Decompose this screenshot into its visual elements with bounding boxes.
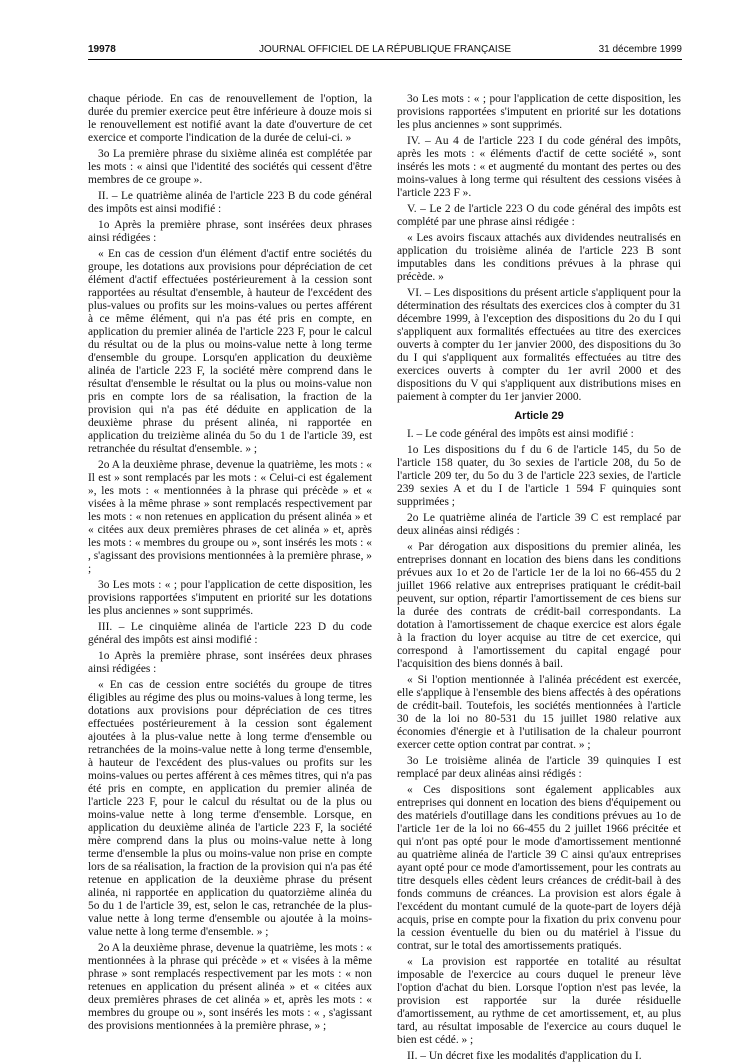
issue-date: 31 décembre 1999 xyxy=(598,44,682,55)
paragraph: « Ces dispositions sont également applicables aux entreprises qui donnent en location des biens d'équipement ou des matériels d'outillage dans les conditions prévues au 1o de l'article 1er de la loi no 66-455 du 2 juillet 1966 précitée et qui n'ont pas opté pour le mode d'amortissement mentionné au quatrième alinéa de l'article 39 C ainsi qu'aux entreprises ayant opté pour ce mode d'amortissement, pour les contrats au titre desquels elles cèdent leurs créances de crédit-bail à des fonds communs de créances. La provision est alors égale à l'excédent du montant cumulé de la quote-part de loyers déjà acquis, prise en compte pour la fixation du prix convenu pour la cession éventuelle du bien ou du matériel à l'issue du contrat, sur le total des amortissements pratiqués. xyxy=(397,784,681,952)
paragraph: 2o A la deuxième phrase, devenue la quatrième, les mots : « Il est » sont remplacés par les mots : « Celui-ci est également », les mots : « mentionnées à la phrase qui précède » et « visées à la même phrase » sont remplacés respectivement par les mots : « non retenues en application du présent alinéa » et « citées aux deux premières phrases de cet alinéa » et, après les mots : « membres du groupe ou », sont insérés les mots : « , s'agissant des provisions mentionnées à la première phrase, » ; xyxy=(88,459,372,575)
page-number: 19978 xyxy=(88,44,116,55)
paragraph: 3o Les mots : « ; pour l'application de cette disposition, les provisions rapportées s'imputent en priorité sur les dotations les plus anciennes » sont supprimés. xyxy=(397,93,681,131)
paragraph: 2o Le quatrième alinéa de l'article 39 C est remplacé par deux alinéas ainsi rédigés : xyxy=(397,512,681,537)
paragraph: 3o La première phrase du sixième alinéa est complétée par les mots : « ainsi que l'identité des sociétés qui cessent d'être membres de ce groupe ». xyxy=(88,148,372,186)
paragraph: « Par dérogation aux dispositions du premier alinéa, les entreprises donnant en location des biens dans les conditions prévues aux 1o et 2o de l'article 1er de la loi no 66-455 du 2 juillet 1966 relative aux entreprises pratiquant le crédit-bail peuvent, sur option, répartir l'amortissement de ces biens sur la durée des contrats de crédit-bail correspondants. La dotation à l'amortissement de chaque exercice est alors égale à la fraction du loyer acquise au titre de cet exercice, qui correspond à l'amortissement du capital engagé pour l'acquisition des biens donnés à bail. xyxy=(397,541,681,670)
paragraph: III. – Le cinquième alinéa de l'article 223 D du code général des impôts est ainsi modifié : xyxy=(88,621,372,646)
paragraph: 1o Après la première phrase, sont insérées deux phrases ainsi rédigées : xyxy=(88,650,372,675)
journal-title: JOURNAL OFFICIEL DE LA RÉPUBLIQUE FRANÇAISE xyxy=(258,44,512,55)
article-heading: Article 29 xyxy=(514,410,564,422)
paragraph: « En cas de cession d'un élément d'actif entre sociétés du groupe, les dotations aux provisions pour dépréciation de cet élément d'actif effectuées postérieurement à la cession sont rapportées au résultat d'ensemble, à hauteur de l'excédent des plus-values ou profits sur les moins-values ou pertes afférent à ce même élément, qui n'a pas été pris en compte, en application du premier alinéa de l'article 223 F, pour le calcul du résultat ou de la plus ou moins-value nette à long terme d'ensemble du groupe. Lorsqu'en application du deuxième alinéa de l'article 223 F, la société mère comprend dans le résultat d'ensemble le résultat ou la plus ou moins-value non pris en compte lors de sa réalisation, la fraction de la provision qui n'a pas été déduite en application de la deuxième phrase du présent alinéa, ni rapportée en application du treizième alinéa du 5o du 1 de l'article 39, est retranchée du résultat d'ensemble. » ; xyxy=(88,248,372,455)
paragraph: II. – Le quatrième alinéa de l'article 223 B du code général des impôts est ainsi modifié : xyxy=(88,190,372,215)
paragraph: 3o Les mots : « ; pour l'application de cette disposition, les provisions rapportées s'imputent en priorité sur les dotations les plus anciennes » sont supprimés. xyxy=(88,579,372,617)
paragraph: VI. – Les dispositions du présent article s'appliquent pour la détermination des résultats des exercices clos à compter du 31 décembre 1999, à l'exception des dispositions du 2o du I qui s'appliquent aux formalités effectuées au titre des exercices ouverts à compter du 1er janvier 2000, des dispositions du 3o du I qui s'appliquent aux formalités effectuées au titre des exercices ouverts à compter du 1er avril 2000 et des dispositions du V qui s'appliquent aux distributions mises en paiement à compter du 1er janvier 2000. xyxy=(397,287,681,403)
paragraph: 1o Les dispositions du f du 6 de l'article 145, du 5o de l'article 158 quater, du 3o sexies de l'article 208, du 5o de l'article 209 ter, du 5o du 3 de l'article 223 sexies, de l'article 239 sexies A et du I de l'article 1 594 F quinquies sont supprimées ; xyxy=(397,444,681,508)
paragraph: 3o Le troisième alinéa de l'article 39 quinquies I est remplacé par deux alinéas ainsi rédigés : xyxy=(397,755,681,780)
right-column xyxy=(397,93,681,1062)
paragraph: chaque période. En cas de renouvellement de l'option, la durée du premier exercice peut être inférieure à douze mois si le renouvellement est notifié avant la date d'ouverture de cet exercice et comporte l'indication de la durée de celui-ci. » xyxy=(88,93,372,144)
paragraph: « Si l'option mentionnée à l'alinéa précédent est exercée, elle s'applique à l'ensemble des biens affectés à des opérations de crédit-bail. Toutefois, les sociétés mentionnées à l'article 30 de la loi no 80-531 du 15 juillet 1980 relative aux économies d'énergie et à l'utilisation de la chaleur pourront exercer cette option contrat par contrat. » ; xyxy=(397,674,681,751)
left-column xyxy=(88,93,372,1032)
paragraph: I. – Le code général des impôts est ainsi modifié : xyxy=(407,428,634,440)
paragraph: 2o A la deuxième phrase, devenue la quatrième, les mots : « mentionnées à la phrase qui précède » et « visées à la même phrase » sont remplacés respectivement par les mots : « non retenues en application du présent alinéa » et « citées aux deux premières phrases de cet alinéa » et, après les mots : « membres du groupe ou », sont insérés les mots : « , s'agissant des provisions mentionnées à la première phrase, » ; xyxy=(88,942,372,1032)
paragraph: II. – Un décret fixe les modalités d'application du I. xyxy=(407,1050,642,1062)
paragraph: 1o Après la première phrase, sont insérées deux phrases ainsi rédigées : xyxy=(88,219,372,244)
header-rule xyxy=(88,59,682,60)
paragraph: IV. – Au 4 de l'article 223 I du code général des impôts, après les mots : « éléments d'actif de cette société », sont insérés les mots : « et augmenté du montant des pertes ou des moins-values à long terme qui résultent des cessions visées à l'article 223 F ». xyxy=(397,135,681,199)
paragraph: « Les avoirs fiscaux attachés aux dividendes neutralisés en application du troisième alinéa de l'article 223 B sont imputables dans les conditions prévues à la phrase qui précède. » xyxy=(397,232,681,283)
paragraph: « En cas de cession entre sociétés du groupe de titres éligibles au régime des plus ou moins-values à long terme, les dotations aux provisions pour dépréciation de ces titres effectuées postérieurement à la cession sont également ajoutées à la plus-value nette à long terme d'ensemble ou retranchées de la moins-value nette à long terme d'ensemble, à hauteur de l'excédent des plus-values ou profits sur les moins-values ou pertes afférent à ces mêmes titres, qui n'a pas été pris en compte, en application du premier alinéa de l'article 223 F, pour le calcul du résultat ou de la plus ou moins-value nette à long terme d'ensemble. Lorsque, en application du deuxième alinéa de l'article 223 F, la société mère comprend dans la plus ou moins-value nette à long terme d'ensemble la plus ou moins-value non prise en compte lors de sa réalisation, la fraction de la provision qui n'a pas été retenue en application de la deuxième phrase du présent alinéa, ni rapportée en application du quatorzième alinéa du 5o du 1 de l'article 39, est, selon le cas, retranchée de la plus-value nette à long terme d'ensemble ou ajoutée à la moins-value nette à long terme d'ensemble. » ; xyxy=(88,679,372,938)
paragraph: « La provision est rapportée en totalité au résultat imposable de l'exercice au cours duquel le preneur lève l'option d'achat du bien. Lorsque l'option n'est pas levée, la provision est rapportée sur la durée résiduelle d'amortissement, au rythme de cet amortissement, et, au plus tard, au résultat imposable de l'exercice au cours duquel le bien est cédé. » ; xyxy=(397,956,681,1046)
paragraph: V. – Le 2 de l'article 223 O du code général des impôts est complété par une phrase ainsi rédigée : xyxy=(397,203,681,228)
page-header xyxy=(88,44,682,60)
